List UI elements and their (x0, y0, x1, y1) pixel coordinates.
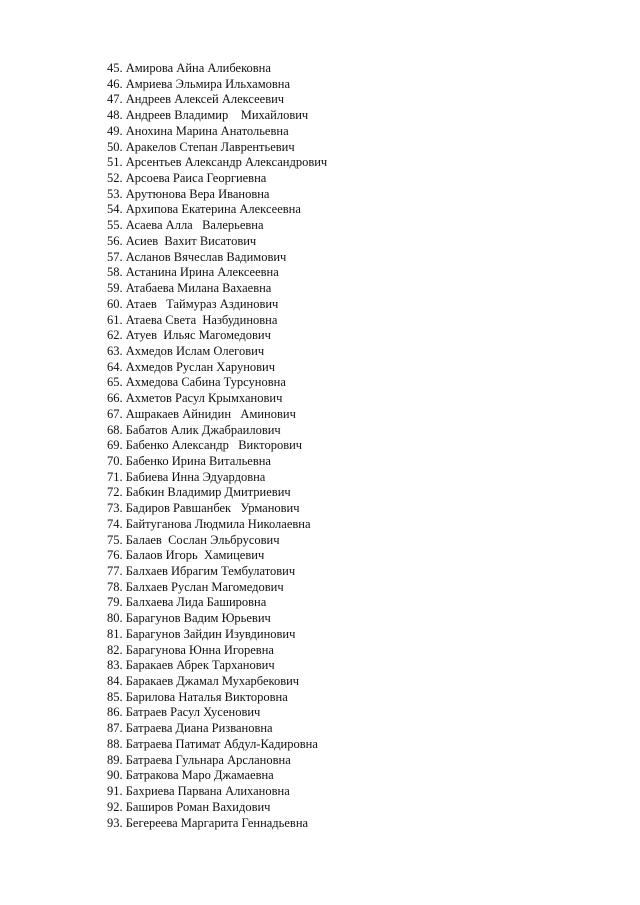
list-item: 55. Асаева Алла Валерьевна (107, 218, 264, 233)
list-item: 66. Ахметов Расул Крымханович (107, 391, 283, 406)
list-item: 78. Балхаев Руслан Магомедович (107, 579, 284, 594)
list-item: 87. Батраева Диана Ризвановна (107, 721, 273, 736)
list-item: 61. Атаева Света Назбудиновна (107, 312, 278, 327)
list-item: 80. Барагунов Вадим Юрьевич (107, 611, 271, 626)
list-item: 73. Бадиров Равшанбек Урманович (107, 501, 300, 516)
list-item: 46. Амриева Эльмира Ильхамовна (107, 76, 291, 91)
list-item: 89. Батраева Гульнара Арслановна (107, 752, 291, 767)
list-item: 91. Бахриева Парвана Алихановна (107, 784, 290, 799)
list-item: 51. Арсентьев Александр Александрович (107, 155, 328, 170)
list-item: 50. Аракелов Степан Лаврентьевич (107, 139, 295, 154)
list-item: 75. Балаев Сослан Эльбрусович (107, 532, 280, 547)
list-item: 60. Атаев Таймураз Аздинович (107, 296, 279, 311)
list-item: 83. Баракаев Абрек Тарханович (107, 658, 275, 673)
list-item: 68. Бабатов Алик Джабраилович (107, 422, 281, 437)
list-item: 90. Батракова Маро Джамаевна (107, 768, 274, 783)
list-item: 88. Батраева Патимат Абдул-Кадировна (107, 736, 318, 751)
list-item: 77. Балхаев Ибрагим Тембулатович (107, 564, 296, 578)
list-item: 79. Балхаева Лида Башировна (107, 595, 267, 610)
list-item: 86. Батраев Расул Хусенович (107, 705, 261, 720)
list-item: 65. Ахмедова Сабина Турсуновна (107, 375, 286, 390)
list-item: 62. Атуев Ильяс Магомедович (107, 328, 271, 343)
name-list (107, 61, 327, 831)
list-item: 74. Байтуганова Людмила Николаевна (107, 516, 311, 531)
list-item: 45. Амирова Айна Алибековна (107, 61, 271, 75)
list-item: 52. Арсоева Раиса Георгиевна (107, 171, 267, 186)
list-item: 47. Андреев Алексей Алексеевич (107, 92, 285, 107)
list-item: 92. Баширов Роман Вахидович (107, 799, 271, 814)
list-item: 57. Асланов Вячеслав Вадимович (107, 249, 287, 264)
list-item: 76. Балаов Игорь Хамицевич (107, 548, 265, 563)
list-item: 49. Анохина Марина Анатольевна (107, 123, 289, 138)
list-item: 59. Атабаева Милана Вахаевна (107, 281, 272, 296)
list-item: 53. Арутюнова Вера Ивановна (107, 186, 270, 201)
list-item: 85. Барилова Наталья Викторовна (107, 689, 288, 704)
list-item: 71. Бабиева Инна Эдуардовна (107, 469, 266, 484)
list-item: 84. Баракаев Джамал Мухарбекович (107, 674, 300, 689)
list-item: 63. Ахмедов Ислам Олегович (107, 343, 265, 358)
list-item: 64. Ахмедов Руслан Харунович (107, 359, 276, 374)
list-item: 67. Ашракаев Айнидин Аминович (107, 406, 296, 421)
list-item: 69. Бабенко Александр Викторович (107, 438, 303, 453)
list-item: 54. Архипова Екатерина Алексеевна (107, 202, 301, 217)
list-item: 72. Бабкин Владимир Дмитриевич (107, 485, 291, 500)
list-item: 58. Астанина Ирина Алексеевна (107, 265, 279, 280)
list-item: 56. Асиев Вахит Висатович (107, 233, 257, 248)
list-item: 93. Бегереева Маргарита Геннадьевна (107, 815, 309, 830)
list-item: 70. Бабенко Ирина Витальевна (107, 453, 271, 468)
list-item: 81. Барагунов Зайдин Изувдинович (107, 626, 296, 641)
list-item: 82. Барагунова Юнна Игоревна (107, 642, 274, 657)
list-item: 48. Андреев Владимир Михайлович (107, 108, 309, 123)
